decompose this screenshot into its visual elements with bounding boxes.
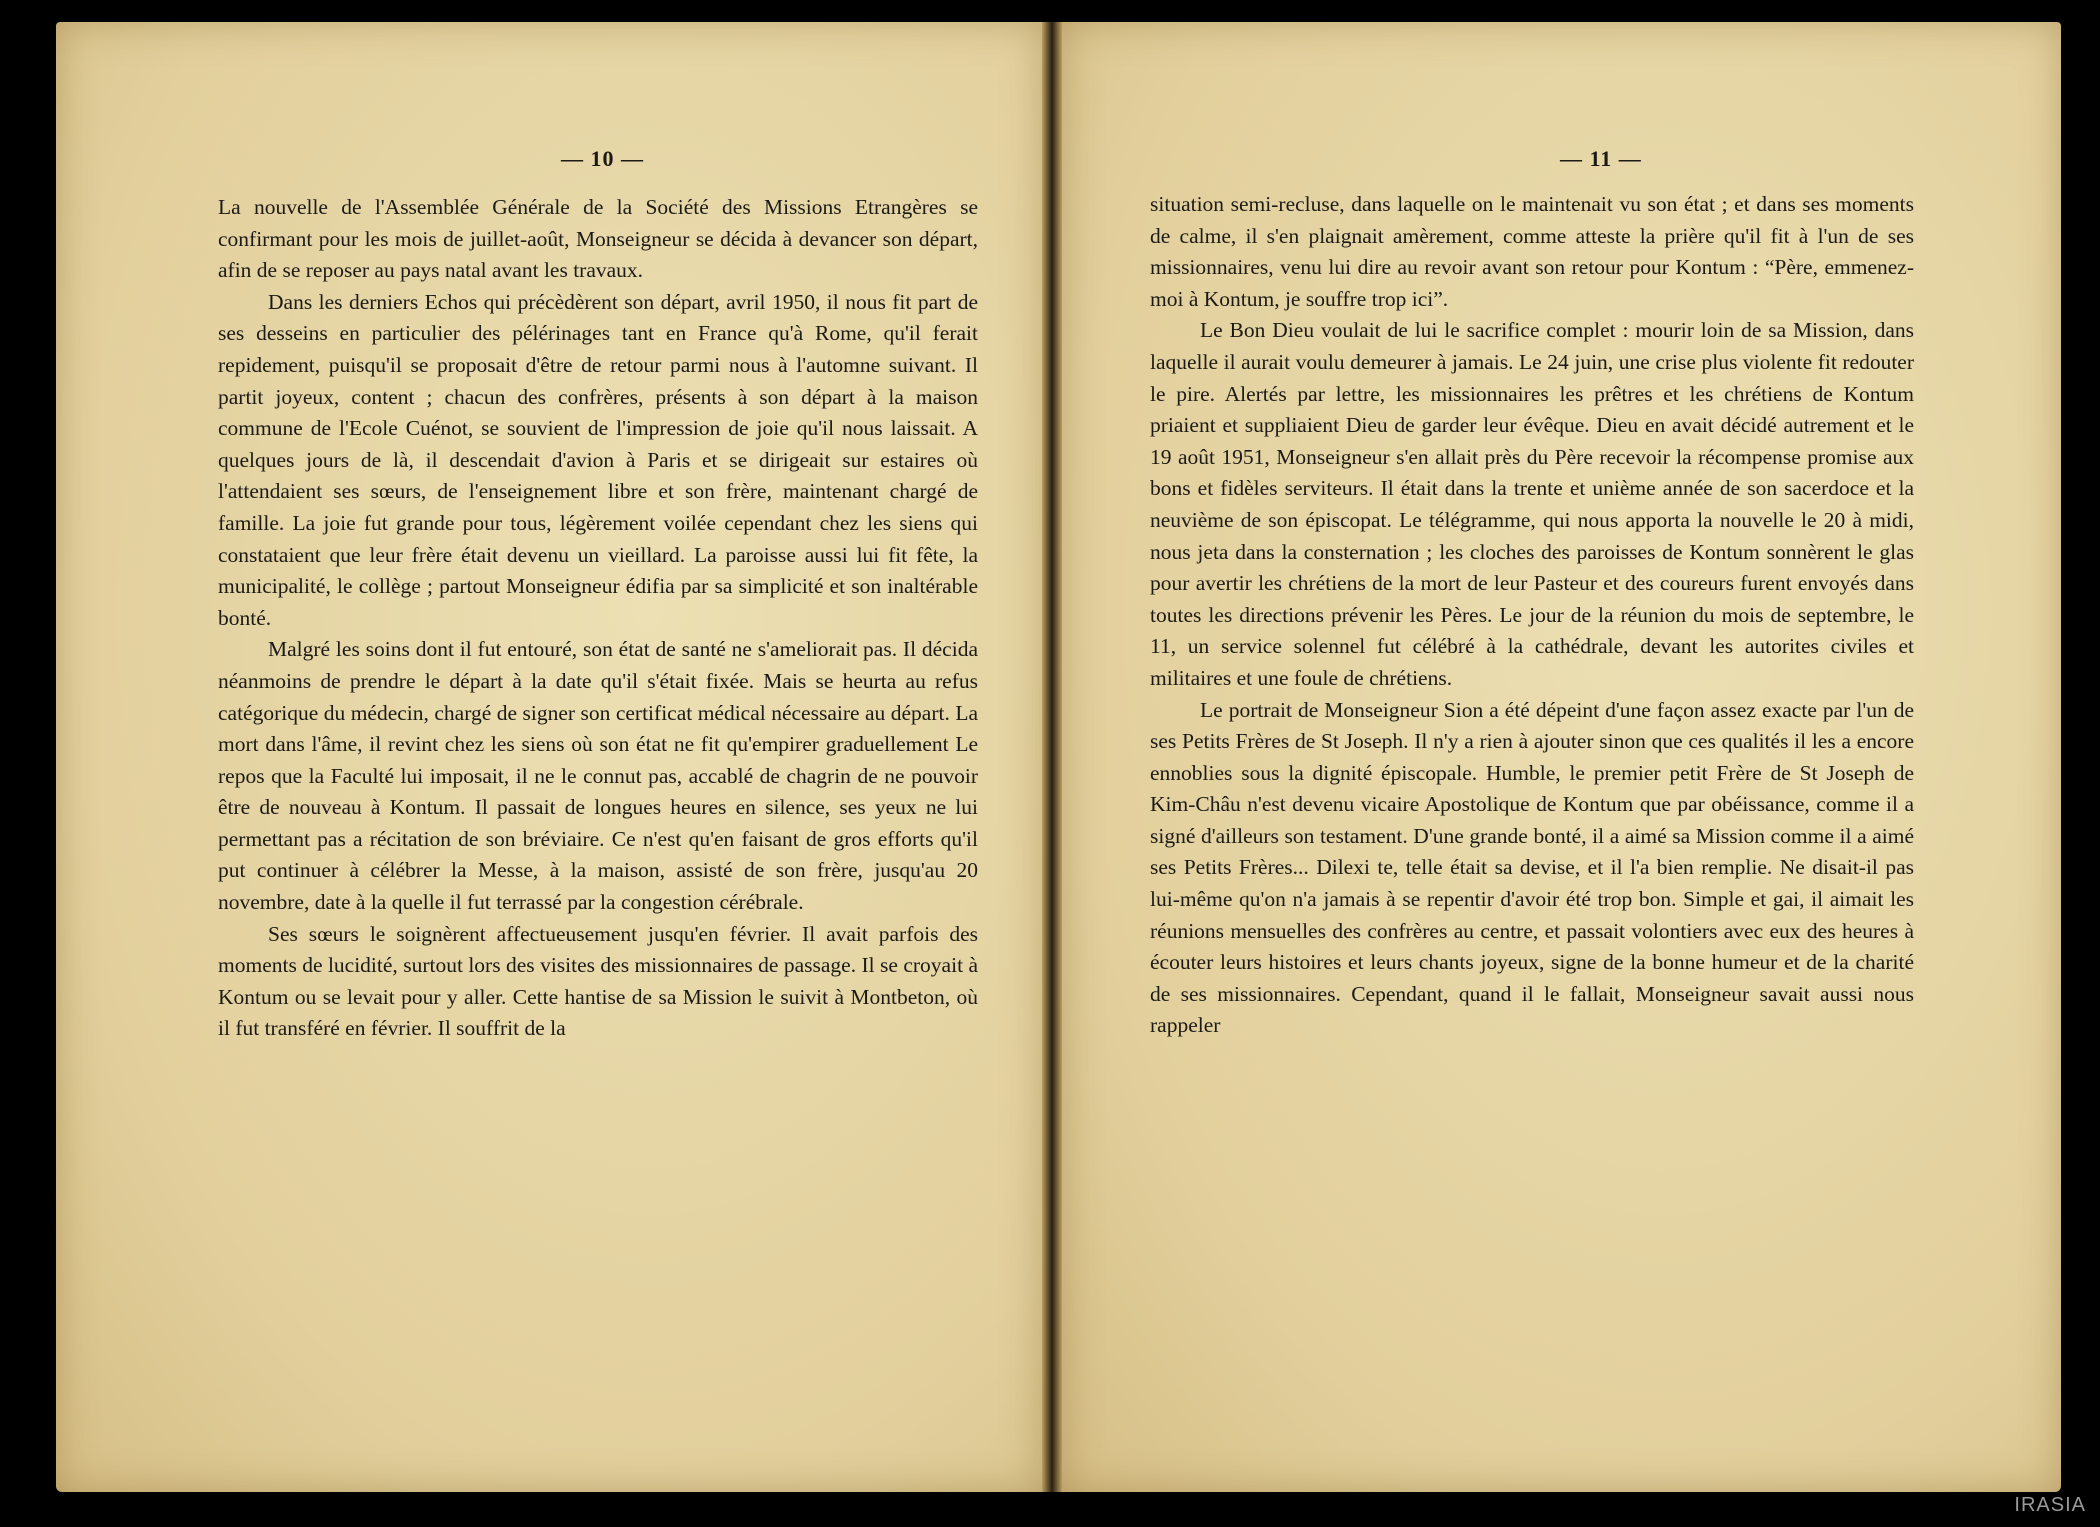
left-page xyxy=(56,22,1042,1492)
paragraph: Le portrait de Monseigneur Sion a été dépeint d'une façon assez exacte par l'un de ses Petits Frères de St Joseph. Il n'y a rien à ajouter sinon que ces qualités il les a encore ennoblies sous la dignité épiscopale. Humble, le premier petit Frère de St Joseph de Kim-Châu n'est devenu vicaire Apostolique de Kontum que par obéissance, comme il a signé d'ailleurs son testament. D'une grande bonté, il a aimé sa Mission comme il a aimé ses Petits Frères... Dilexi te, telle était sa devise, et il l'a bien remplie. Ne disait-il pas lui-même qu'on n'a jamais à se repentir d'avoir été trop bon. Simple et gai, il aimait les réunions mensuelles des confrères au centre, et passait volontiers avec eux des heures à écouter leurs histoires et leurs chants joyeux, signe de la bonne humeur et de la charité de ses missionnaires. Cependant, quand il le fallait, Monseigneur savait aussi nous rappeler xyxy=(1150,697,1914,1038)
page-text xyxy=(1150,189,1914,1042)
paragraph: Malgré les soins dont il fut entouré, son état de santé ne s'ameliorait pas. Il décida néanmoins de prendre le départ à la date qu'il s'était fixée. Mais se heurta au refus catégorique du médecin, chargé de signer son certificat médical nécessaire au départ. La mort dans l'âme, il revint chez les siens où son état ne fit qu'empirer graduellement Le repos que la Faculté lui imposait, il ne le connut pas, accablé de chagrin de ne pouvoir être de nouveau à Kontum. Il passait de longues heures en silence, ses yeux ne lui permettant pas a récitation de son bréviaire. Ce n'est qu'en faisant de gros efforts qu'il put continuer à célébrer la Messe, à la maison, assisté de son frère, jusqu'au 20 novembre, date à la quelle il fut terrassé par la congestion cérébrale. xyxy=(218,637,978,915)
paragraph: La nouvelle de l'Assemblée Générale de la Société des Missions Etrangères se confirmant pour les mois de juillet-août, Monseigneur se décida à devancer son départ, afin de se reposer au pays natal avant les travaux. xyxy=(218,195,978,283)
paragraph: Ses sœurs le soignèrent affectueusement jusqu'en février. Il avait parfois des moments de lucidité, surtout lors des visites des missionnaires de passage. Il se croyait à Kontum ou se levait pour y aller. Cette hantise de sa Mission le suivit à Montbeton, où il fut transféré en février. Il souffrit de la xyxy=(218,921,978,1041)
page-number: — 11 — xyxy=(1560,146,1642,171)
right-page xyxy=(1062,22,2061,1492)
paragraph: Dans les derniers Echos qui précèdèrent son départ, avril 1950, il nous fit part de ses desseins en particulier des pélérinages tant en France qu'à Rome, qu'il ferait repidement, puisqu'il se proposait d'être de retour parmi nous à l'automne suivant. Il partit joyeux, content ; chacun des confrères, présents à son départ à la maison commune de l'Ecole Cuénot, se souvient de l'impression de joie qu'il nous laissait. A quelques jours de là, il descendait d'avion à Paris et se dirigeait sur estaires où l'attendaient ses sœurs, de l'enseignement libre et son frère, maintenant chargé de famille. La joie fut grande pour tous, légèrement voilée cependant chez les siens qui constataient que leur frère était devenu un vieillard. La paroisse aussi lui fit fête, la municipalité, le collège ; partout Monseigneur édifia par sa simplicité et son inaltérable bonté. xyxy=(218,289,978,630)
page-text xyxy=(218,192,978,1045)
watermark: IRASIA xyxy=(2014,1494,2086,1516)
paragraph: Le Bon Dieu voulait de lui le sacrifice complet : mourir loin de sa Mission, dans laquelle il aurait voulu demeurer à jamais. Le 24 juin, une crise plus violente fit redouter le pire. Alertés par lettre, les missionnaires les prêtres et les chrétiens de Kontum priaient et suppliaient Dieu de garder leur évêque. Dieu en avait décidé autrement et le 19 août 1951, Monseigneur s'en allait près du Père recevoir la récompense promise aux bons et fidèles serviteurs. Il était dans la trente et unième année de son sacerdoce et la neuvième de son épiscopat. Le télégramme, qui nous apporta la nouvelle le 20 à midi, nous jeta dans la consternation ; les cloches des paroisses de Kontum sonnèrent le glas pour avertir les chrétiens de la mort de leur Pasteur et des coureurs furent envoyés dans toutes les directions prévenir les Pères. Le jour de la réunion du mois de septembre, le 11, un service solennel fut célébré à la cathédrale, devant les autorites civiles et militaires et une foule de chrétiens. xyxy=(1150,318,1914,690)
page-number: — 10 — xyxy=(561,146,644,171)
paragraph: situation semi-recluse, dans laquelle on le maintenait vu son état ; et dans ses moments de calme, il s'en plaignait amèrement, comme atteste la prière qu'il fit à l'un de ses missionnaires, venu lui dire au revoir avant son retour pour Kontum : “Père, emmenez-moi à Kontum, je souffre trop ici”. xyxy=(1150,192,1914,311)
book-gutter xyxy=(1042,22,1062,1492)
